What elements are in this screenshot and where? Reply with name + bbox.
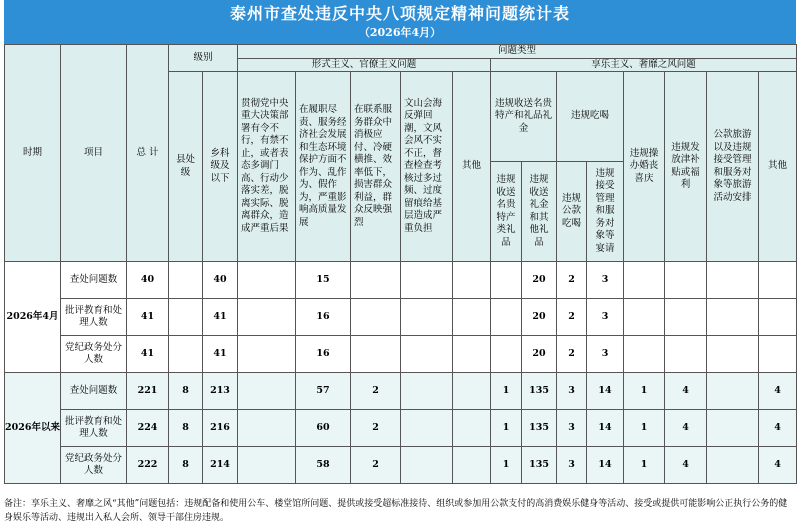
formalism-cell: 16 [296, 299, 351, 336]
header-eat-col-2: 违规接受管理和服务对象等宴请 [587, 162, 624, 262]
gift-cell: 1 [491, 373, 522, 410]
formalism-cell [401, 336, 453, 373]
total-cell: 40 [127, 262, 169, 299]
item-cell: 批评教育和处理人数 [61, 299, 127, 336]
header-formalism-col-2: 在履职尽责、服务经济社会发展和生态环境保护方面不作为、乱作为、假作为，严重影响高质量发展 [296, 72, 351, 262]
formalism-cell: 2 [351, 410, 401, 447]
formalism-cell [453, 299, 491, 336]
hedonism-cell [665, 336, 707, 373]
gift-cell: 135 [522, 410, 557, 447]
header-gift-group: 违规收送名贵特产和礼品礼金 [491, 72, 557, 162]
table-row [5, 447, 797, 484]
formalism-cell [351, 299, 401, 336]
header-formalism-col-5: 其他 [453, 72, 491, 262]
total-cell: 222 [127, 447, 169, 484]
formalism-cell: 15 [296, 262, 351, 299]
table-row [5, 336, 797, 373]
header-township: 乡科级及以下 [203, 72, 238, 262]
county-cell [169, 262, 203, 299]
county-cell: 8 [169, 373, 203, 410]
gift-cell: 20 [522, 299, 557, 336]
hedonism-cell [759, 262, 797, 299]
hedonism-cell: 4 [759, 447, 797, 484]
hedonism-cell [665, 299, 707, 336]
hedonism-cell [707, 262, 759, 299]
eat-cell: 2 [557, 336, 587, 373]
hedonism-cell [624, 299, 665, 336]
hedonism-cell: 1 [624, 373, 665, 410]
total-cell: 221 [127, 373, 169, 410]
gift-cell: 1 [491, 447, 522, 484]
table-row [5, 373, 797, 410]
formalism-cell [453, 373, 491, 410]
formalism-cell [238, 299, 296, 336]
hedonism-cell: 4 [665, 410, 707, 447]
header-county: 县处级 [169, 72, 203, 262]
eat-cell: 3 [587, 336, 624, 373]
formalism-cell: 60 [296, 410, 351, 447]
eat-cell: 3 [557, 373, 587, 410]
hedonism-cell [707, 373, 759, 410]
formalism-cell [453, 410, 491, 447]
table-row [5, 262, 797, 299]
header-formalism-col-1: 贯彻党中央重大决策部署有令不行，有禁不止，或者表态多调门高、行动少落实差，脱离实际、脱离群众，造成严重后果 [238, 72, 296, 262]
title-bar [4, 0, 796, 45]
header-item: 项目 [61, 45, 127, 262]
hedonism-cell: 4 [759, 410, 797, 447]
item-cell: 查处问题数 [61, 373, 127, 410]
township-cell: 214 [203, 447, 238, 484]
eat-cell: 14 [587, 447, 624, 484]
formalism-cell: 16 [296, 336, 351, 373]
formalism-cell [401, 262, 453, 299]
hedonism-cell [759, 336, 797, 373]
formalism-cell [238, 410, 296, 447]
township-cell: 213 [203, 373, 238, 410]
hedonism-cell [624, 336, 665, 373]
formalism-cell: 2 [351, 447, 401, 484]
table-row [5, 410, 797, 447]
county-cell [169, 336, 203, 373]
item-cell: 查处问题数 [61, 262, 127, 299]
hedonism-cell [707, 447, 759, 484]
hedonism-cell: 1 [624, 447, 665, 484]
header-period: 时期 [5, 45, 61, 262]
gift-cell: 135 [522, 447, 557, 484]
total-cell: 41 [127, 299, 169, 336]
formalism-cell [453, 336, 491, 373]
eat-cell: 2 [557, 262, 587, 299]
page-title: 泰州市查处违反中央八项规定精神问题统计表 [229, 4, 570, 23]
formalism-cell [401, 373, 453, 410]
formalism-cell [453, 262, 491, 299]
hedonism-cell [707, 336, 759, 373]
header-eat-col-1: 违规公款吃喝 [557, 162, 587, 262]
gift-cell: 20 [522, 262, 557, 299]
header-hedonism-col-3: 公款旅游以及违规接受管理和服务对象等旅游活动安排 [707, 72, 759, 262]
statistics-table [4, 44, 797, 484]
header-level: 级别 [169, 45, 238, 72]
hedonism-cell: 4 [665, 373, 707, 410]
county-cell: 8 [169, 447, 203, 484]
township-cell: 41 [203, 299, 238, 336]
hedonism-cell [665, 262, 707, 299]
footnote: 备注：享乐主义、奢靡之风“其他”问题包括：违规配备和使用公车、楼堂馆所问题、提供或接受超标准接待、组织或参加用公款支付的高消费娱乐健身等活动、接受或提供可能影响公正执行公务的健身娱乐等活动、违规出入私人会所、领导干部住房违规。 [4, 499, 788, 523]
county-cell [169, 299, 203, 336]
gift-cell: 20 [522, 336, 557, 373]
hedonism-cell: 4 [665, 447, 707, 484]
formalism-cell: 2 [351, 373, 401, 410]
eat-cell: 3 [587, 262, 624, 299]
header-hedonism: 享乐主义、奢靡之风问题 [491, 58, 797, 72]
header-hedonism-col-4: 其他 [759, 72, 797, 262]
gift-cell [491, 336, 522, 373]
page-subtitle: （2026年4月） [358, 26, 442, 39]
header-formalism: 形式主义、官僚主义问题 [238, 58, 491, 72]
township-cell: 216 [203, 410, 238, 447]
gift-cell: 1 [491, 410, 522, 447]
total-cell: 41 [127, 336, 169, 373]
eat-cell: 14 [587, 373, 624, 410]
item-cell: 党纪政务处分人数 [61, 336, 127, 373]
item-cell: 党纪政务处分人数 [61, 447, 127, 484]
hedonism-cell [707, 299, 759, 336]
gift-cell: 135 [522, 373, 557, 410]
eat-cell: 3 [587, 299, 624, 336]
formalism-cell [238, 373, 296, 410]
hedonism-cell: 1 [624, 410, 665, 447]
formalism-cell [401, 410, 453, 447]
header-hedonism-col-2: 违规发放津补贴或福利 [665, 72, 707, 262]
formalism-cell [238, 447, 296, 484]
header-formalism-col-4: 文山会海反弹回潮，文风会风不实不正，督查检查考核过多过频、过度留痕给基层造成严重负担 [401, 72, 453, 262]
township-cell: 41 [203, 336, 238, 373]
hedonism-cell [624, 262, 665, 299]
header-gift-col-2: 违规收送礼金和其他礼品 [522, 162, 557, 262]
eat-cell: 14 [587, 410, 624, 447]
gift-cell [491, 299, 522, 336]
formalism-cell [401, 447, 453, 484]
item-cell: 批评教育和处理人数 [61, 410, 127, 447]
header-problem-type: 问题类型 [238, 45, 797, 59]
header-hedonism-col-1: 违规操办婚丧喜庆 [624, 72, 665, 262]
eat-cell: 2 [557, 299, 587, 336]
formalism-cell [351, 262, 401, 299]
hedonism-cell: 4 [759, 373, 797, 410]
formalism-cell: 58 [296, 447, 351, 484]
formalism-cell [238, 336, 296, 373]
eat-cell: 3 [557, 410, 587, 447]
formalism-cell [453, 447, 491, 484]
hedonism-cell [707, 410, 759, 447]
header-gift-col-1: 违规收送名贵特产类礼品 [491, 162, 522, 262]
table-row [5, 299, 797, 336]
formalism-cell [238, 262, 296, 299]
header-total: 总 计 [127, 45, 169, 262]
formalism-cell [401, 299, 453, 336]
township-cell: 40 [203, 262, 238, 299]
county-cell: 8 [169, 410, 203, 447]
gift-cell [491, 262, 522, 299]
period-cell: 2026年以来 [5, 373, 61, 484]
eat-cell: 3 [557, 447, 587, 484]
hedonism-cell [759, 299, 797, 336]
formalism-cell [351, 336, 401, 373]
total-cell: 224 [127, 410, 169, 447]
header-formalism-col-3: 在联系服务群众中消极应付、冷硬横推、效率低下，损害群众利益，群众反映强烈 [351, 72, 401, 262]
period-cell: 2026年4月 [5, 262, 61, 373]
header-eat-group: 违规吃喝 [557, 72, 624, 162]
formalism-cell: 57 [296, 373, 351, 410]
